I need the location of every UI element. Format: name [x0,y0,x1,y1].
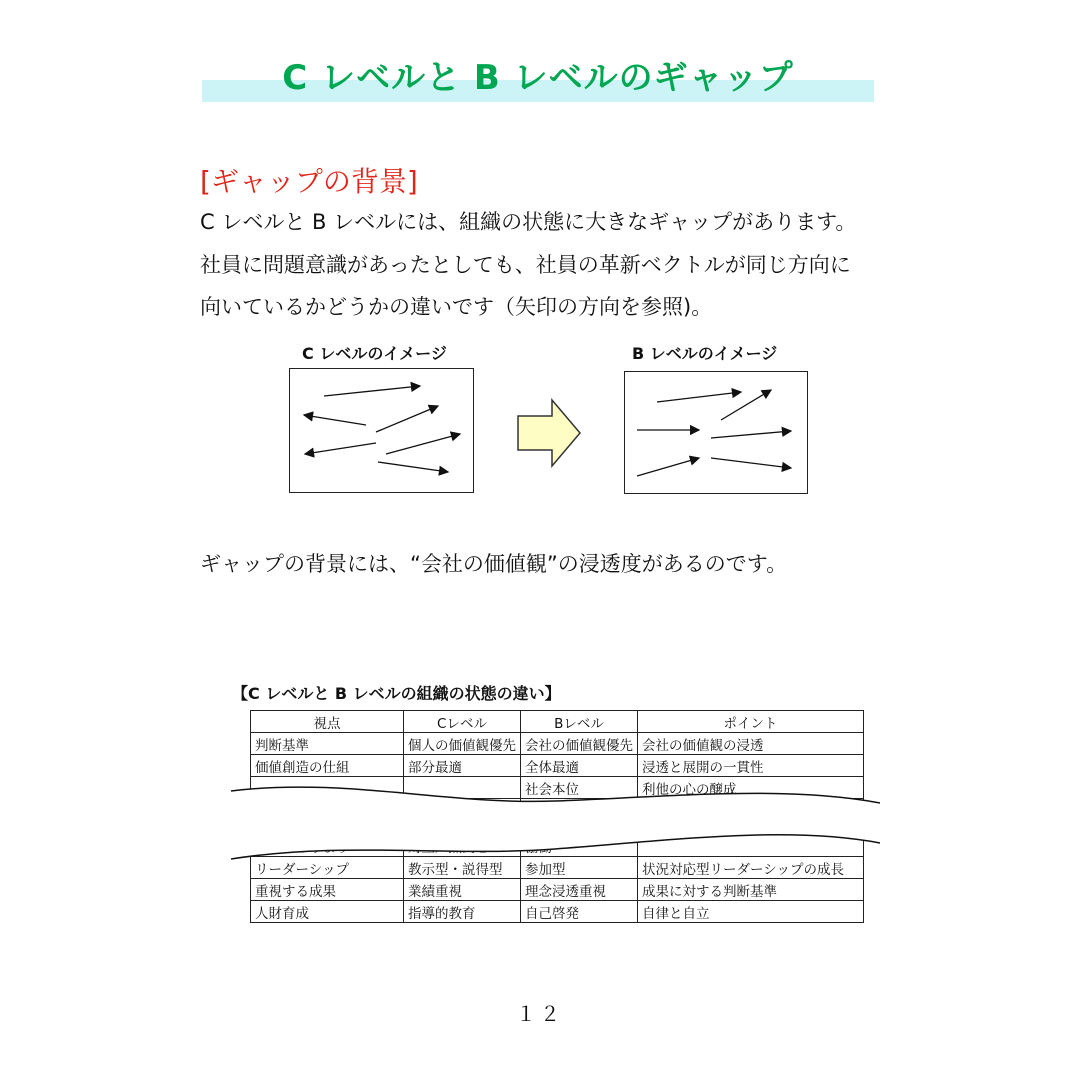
header-cell: ポイント [638,711,864,733]
background-sentence: ギャップの背景には、“会社の価値観”の浸透度があるのです。 [200,552,788,576]
table-caption: 【C レベルと B レベルの組織の状態の違い】 [232,684,561,703]
table-row [251,733,864,755]
table-cell: 参加型 [521,857,638,879]
table-cell: 社会本位 [521,777,638,799]
b-level-image-label: B レベルのイメージ [632,344,778,363]
arrow-icon [721,390,771,420]
table-cell: 利他の心の醸成 [638,777,864,799]
page-number: １２ [516,1002,564,1026]
table-cell: 浸透と展開の一貫性 [638,755,864,777]
arrow-icon [657,392,741,402]
table-cell: 教示型・説得型 [404,857,521,879]
arrow-icon [637,458,699,476]
table-cell: 成果に対する判断基準 [638,879,864,901]
table-row [251,879,864,901]
table-cell: 指導的教育 [404,901,521,923]
header-cell: Bレベル [521,711,638,733]
table-cell: 自己啓発 [521,901,638,923]
table-cell: 重視する成果 [251,879,404,901]
table-cell: 自律と自立 [638,901,864,923]
section-heading: [ギャップの背景] [200,165,418,198]
arrow-icon [376,406,438,432]
table-cell: 部分最適 [404,755,521,777]
header-cell: Cレベル [404,711,521,733]
table-cell: 個人の価値観優先 [404,733,521,755]
arrow-icon [378,462,448,472]
table-header-row [251,711,864,733]
c-level-image-label: C レベルのイメージ [302,344,447,363]
paragraph-line-3: 向いているかどうかの違いです（矢印の方向を参照)。 [200,295,713,319]
arrow-icon [711,458,791,468]
table-cell: 理念浸透重視 [521,879,638,901]
table-cell: 人財育成 [251,901,404,923]
arrow-icon [711,431,791,438]
table-cell: 判断基準 [251,733,404,755]
table-row [251,901,864,923]
arrow-icon [386,434,460,454]
table-cell: 業績重視 [404,879,521,901]
table-cell: 会社の価値観の浸透 [638,733,864,755]
table-row [251,755,864,777]
arrow-icon [324,386,420,396]
paragraph-line-2: 社員に問題意識があったとしても、社員の革新ベクトルが同じ方向に [200,253,851,277]
right-arrow-icon [516,398,582,468]
table-cell: 価値創造の仕組 [251,755,404,777]
table-cell: リーダーシップ [251,857,404,879]
arrow-icon [305,443,376,454]
table-cell: 全体最適 [521,755,638,777]
arrow-icon [304,415,366,425]
paragraph-line-1: C レベルと B レベルには、組織の状態に大きなギャップがあります。 [200,210,857,234]
page-title: C レベルと B レベルのギャップ [282,58,794,98]
header-cell: 視点 [251,711,404,733]
b-level-diagram [624,371,808,494]
table-cell: 状況対応型リーダーシップの成長 [638,857,864,879]
table-cell: 会社の価値観優先 [521,733,638,755]
torn-page-mask [225,783,885,863]
c-level-diagram [289,368,474,493]
